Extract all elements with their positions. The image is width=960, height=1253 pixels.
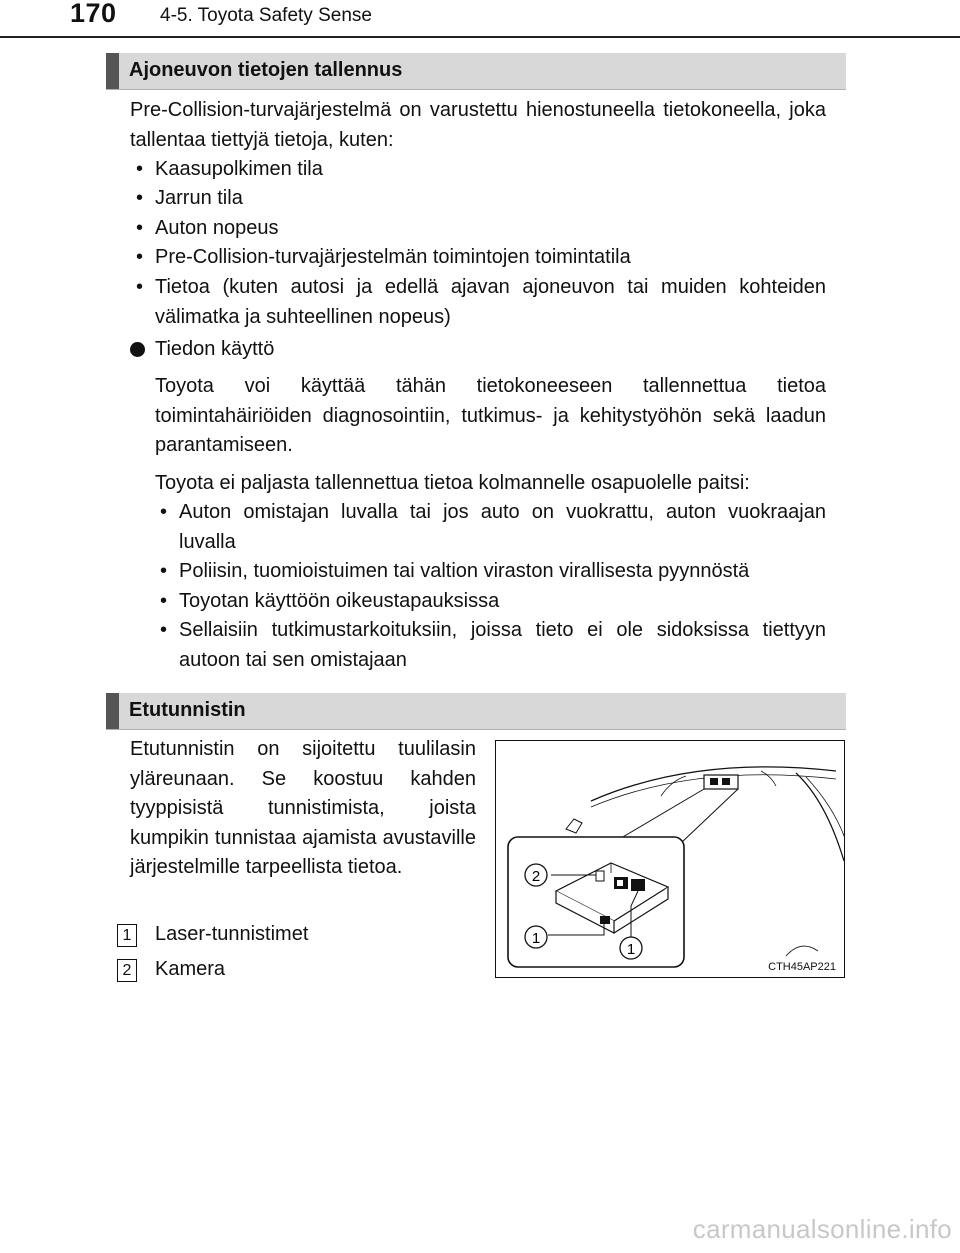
callout-number: 1 xyxy=(626,941,636,958)
list-item: Poliisin, tuomioistuimen tai valtion viraston virallisesta pyynnöstä xyxy=(179,560,750,582)
bullet-dot: • xyxy=(136,246,144,268)
bullet-dot: • xyxy=(160,501,168,523)
list-item: Tietoa (kuten autosi ja edellä ajavan ajoneuvon tai muiden kohteiden välimatka ja suhteellinen nopeus) xyxy=(155,276,826,328)
disclosure-intro: Toyota ei paljasta tallennettua tietoa kolmannelle osapuolelle paitsi: xyxy=(155,472,750,494)
bullet-dot: • xyxy=(160,590,168,612)
legend-number: 2 xyxy=(117,959,137,982)
list-item: Auton nopeus xyxy=(155,217,279,239)
windshield-sensor-illustration xyxy=(495,740,845,978)
section-heading-front-sensor xyxy=(106,693,846,730)
list-item: Auton omistajan luvalla tai jos auto on vuokrattu, auton vuokraajan luvalla xyxy=(179,501,826,553)
section-heading-title: Ajoneuvon tietojen tallennus xyxy=(129,59,403,81)
section-title: 4-5. Toyota Safety Sense xyxy=(160,5,372,26)
intro-paragraph: Pre-Collision-turvajärjestelmä on varustettu hienostuneella tietokoneella, joka tallentaa tiettyjä tietoja, kuten: xyxy=(130,99,826,151)
section-heading-accent xyxy=(106,693,119,729)
figure-code: CTH45AP221 xyxy=(768,961,836,973)
bullet-dot: • xyxy=(136,217,144,239)
section-heading-title: Etutunnistin xyxy=(129,699,246,721)
section-heading-data-recording xyxy=(106,53,846,90)
windshield-sensor-drawing xyxy=(496,741,845,978)
bullet-dot: • xyxy=(136,187,144,209)
list-item: Jarrun tila xyxy=(155,187,243,209)
bullet-dot: • xyxy=(160,560,168,582)
legend-label-camera: Kamera xyxy=(155,958,226,980)
section-heading-accent xyxy=(106,53,119,89)
bullet-dot: • xyxy=(160,619,168,641)
header-divider xyxy=(0,36,960,38)
legend-number: 1 xyxy=(117,924,137,947)
callout-number: 2 xyxy=(531,868,541,885)
callout-number: 1 xyxy=(531,930,541,947)
bullet-dot: • xyxy=(136,158,144,180)
bullet-dot: • xyxy=(136,276,144,298)
front-sensor-description: Etutunnistin on sijoitettu tuulilasin yläreunaan. Se koostuu kahden tyyppisistä tunnistimista, joista kumpikin tunnistaa ajamista avustaville järjestelmille tarpeellista tietoa. xyxy=(130,738,476,878)
list-item: Kaasupolkimen tila xyxy=(155,158,323,180)
subheading-data-usage: Tiedon käyttö xyxy=(155,338,275,360)
disc-bullet-icon xyxy=(130,342,145,357)
page-header xyxy=(0,0,960,36)
list-item: Pre-Collision-turvajärjestelmän toimintojen toimintatila xyxy=(155,246,631,268)
page-number: 170 xyxy=(70,0,117,28)
usage-paragraph: Toyota voi käyttää tähän tietokoneeseen tallennettua tietoa toimintahäiriöiden diagnosointiin, tutkimus- ja kehitystyöhön sekä laadun parantamiseen. xyxy=(155,375,826,456)
legend-label-laser: Laser-tunnistimet xyxy=(155,923,309,945)
list-item: Toyotan käyttöön oikeustapauksissa xyxy=(179,590,500,612)
watermark: carmanualsonline.info xyxy=(692,1214,952,1244)
list-item: Sellaisiin tutkimustarkoituksiin, joissa tieto ei ole sidoksissa tiettyyn autoon tai sen omistajaan xyxy=(179,619,826,671)
